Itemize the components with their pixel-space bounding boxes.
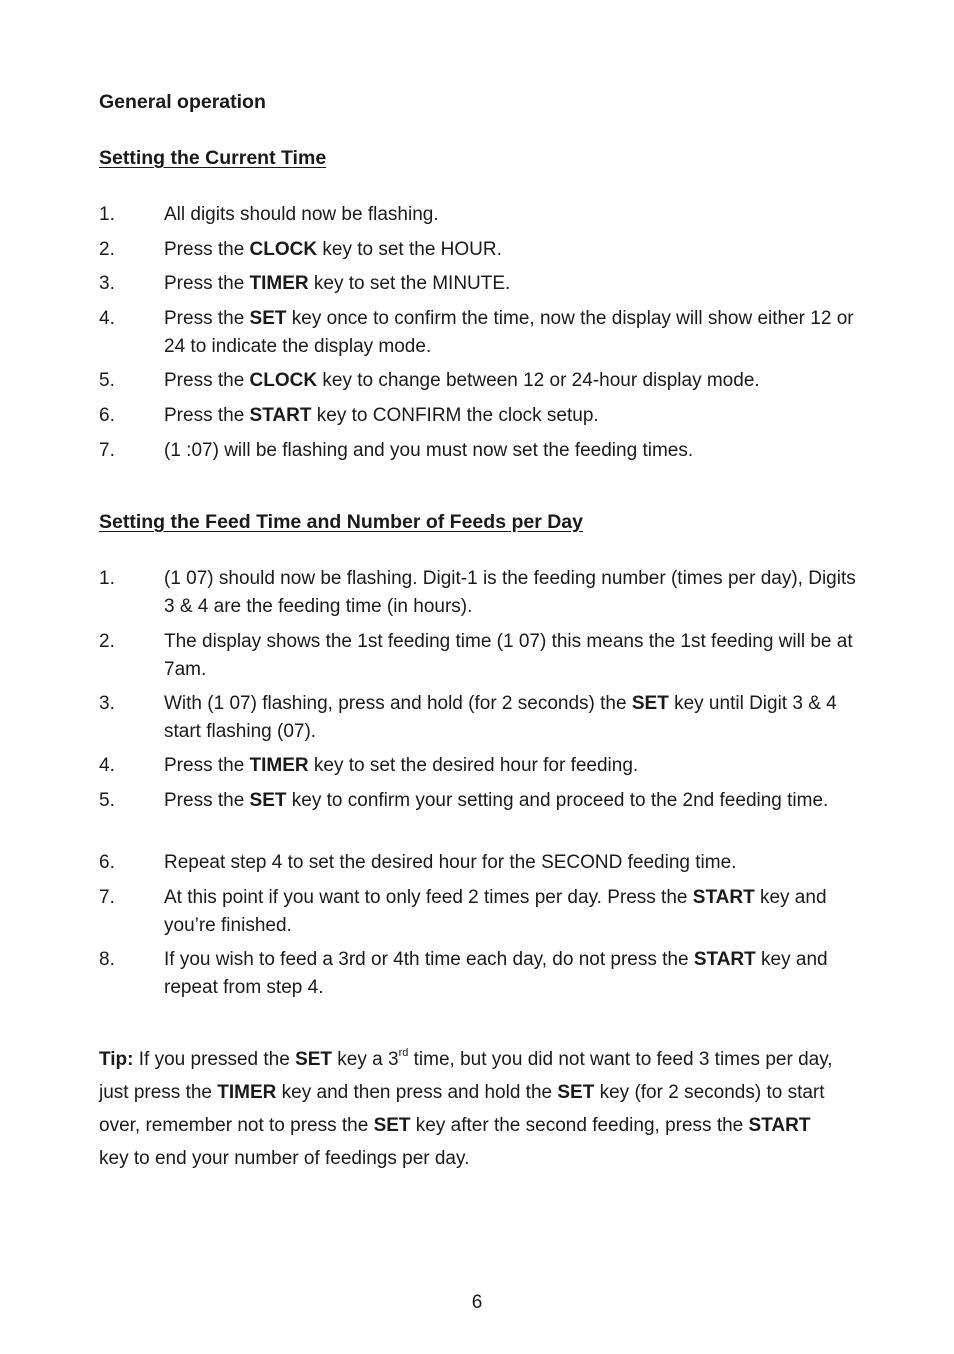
text-run: key a 3 [332, 1049, 399, 1070]
list-item-number: 7. [99, 887, 115, 908]
text-run: Press the [164, 308, 250, 329]
text-run: key to CONFIRM the clock setup. [311, 405, 599, 426]
list-item-number: 1. [99, 204, 115, 225]
list-item-text [164, 849, 859, 877]
list-item-text [164, 402, 859, 430]
list-item-text [164, 270, 859, 298]
text-run: key and you’re finished. [164, 887, 827, 936]
list-item-text [164, 787, 859, 815]
list-item-text [164, 437, 859, 465]
list-item-text [164, 752, 859, 780]
page-title: General operation [99, 91, 266, 113]
list-item-text [164, 884, 859, 939]
text-run: Repeat step 4 to set the desired hour for the SECOND feeding time. [164, 852, 737, 873]
list-item-number: 2. [99, 631, 115, 652]
list-item-number: 5. [99, 370, 115, 391]
text-run: (1 :07) will be flashing and you must now set the feeding times. [164, 440, 694, 461]
key-name: SET [373, 1115, 411, 1136]
key-name: TIMER [249, 273, 309, 294]
key-name: TIMER [217, 1082, 277, 1103]
text-run: key to end your number of feedings per day. [99, 1148, 470, 1169]
text-run: key to set the desired hour for feeding. [308, 755, 639, 776]
text-run: Press the [164, 790, 250, 811]
text-run: key to confirm your setting and proceed to the 2nd feeding time. [286, 790, 829, 811]
list-item-text [164, 565, 859, 620]
key-name: START [693, 949, 756, 970]
section-heading-feed-time: Setting the Feed Time and Number of Feeds per Day [99, 511, 583, 533]
text-run: key until Digit 3 & 4 start flashing (07). [164, 693, 837, 742]
list-item-text [164, 946, 859, 1001]
list-item-number: 1. [99, 568, 115, 589]
key-name: SET [557, 1082, 595, 1103]
tip-label: Tip: [99, 1049, 134, 1070]
list-item-number: 6. [99, 405, 115, 426]
text-run: All digits should now be flashing. [164, 204, 439, 225]
text-run: (1 07) should now be flashing. Digit-1 is the feeding number (times per day), Digits 3 & 4 are the feeding time (in hours). [164, 568, 856, 617]
text-run: key after the second feeding, press the [410, 1115, 749, 1136]
text-run: Press the [164, 370, 250, 391]
list-item-text [164, 690, 859, 745]
text-run: time, but you did not want to feed 3 times per day, just press the [99, 1049, 833, 1103]
key-name: START [748, 1115, 811, 1136]
text-run: key to set the MINUTE. [308, 273, 511, 294]
text-run: key to set the HOUR. [317, 239, 502, 260]
list-item-text [164, 367, 859, 395]
text-run: Press the [164, 755, 250, 776]
tip-paragraph [99, 1043, 839, 1175]
section-heading-current-time: Setting the Current Time [99, 147, 327, 169]
ordinal-suffix: rd [398, 1047, 409, 1059]
list-item-number: 6. [99, 852, 115, 873]
text-run: At this point if you want to only feed 2 times per day. Press the [164, 887, 693, 908]
list-item-number: 3. [99, 273, 115, 294]
list-item-number: 8. [99, 949, 115, 970]
key-name: CLOCK [249, 370, 318, 391]
key-name: CLOCK [249, 239, 318, 260]
text-run: Press the [164, 405, 250, 426]
text-run: If you wish to feed a 3rd or 4th time each day, do not press the [164, 949, 694, 970]
key-name: SET [295, 1049, 333, 1070]
list-item-number: 3. [99, 693, 115, 714]
list-item-number: 4. [99, 308, 115, 329]
text-run: Press the [164, 239, 250, 260]
text-run: If you pressed the [133, 1049, 296, 1070]
text-run: key to change between 12 or 24-hour display mode. [317, 370, 760, 391]
text-run: The display shows the 1st feeding time (1 07) this means the 1st feeding will be at 7am. [164, 631, 853, 680]
page-number: 6 [471, 1292, 483, 1313]
text-run: key once to confirm the time, now the display will show either 12 or 24 to indicate the display mode. [164, 308, 854, 357]
list-item-number: 2. [99, 239, 115, 260]
list-item-text [164, 201, 859, 229]
key-name: START [249, 405, 312, 426]
key-name: SET [249, 308, 287, 329]
text-run: key (for 2 seconds) to start over, remember not to press the [99, 1082, 825, 1136]
list-item-text [164, 305, 859, 360]
text-run: With (1 07) flashing, press and hold (for 2 seconds) the [164, 693, 632, 714]
text-run: key and repeat from step 4. [164, 949, 828, 998]
list-item-text [164, 236, 859, 264]
list-item-number: 7. [99, 440, 115, 461]
list-item-number: 5. [99, 790, 115, 811]
key-name: SET [631, 693, 669, 714]
text-run: Press the [164, 273, 250, 294]
tip-text [99, 1049, 833, 1169]
text-run: key and then press and hold the [276, 1082, 558, 1103]
key-name: TIMER [249, 755, 309, 776]
list-item-text [164, 628, 859, 683]
key-name: START [692, 887, 755, 908]
list-item-number: 4. [99, 755, 115, 776]
key-name: SET [249, 790, 287, 811]
